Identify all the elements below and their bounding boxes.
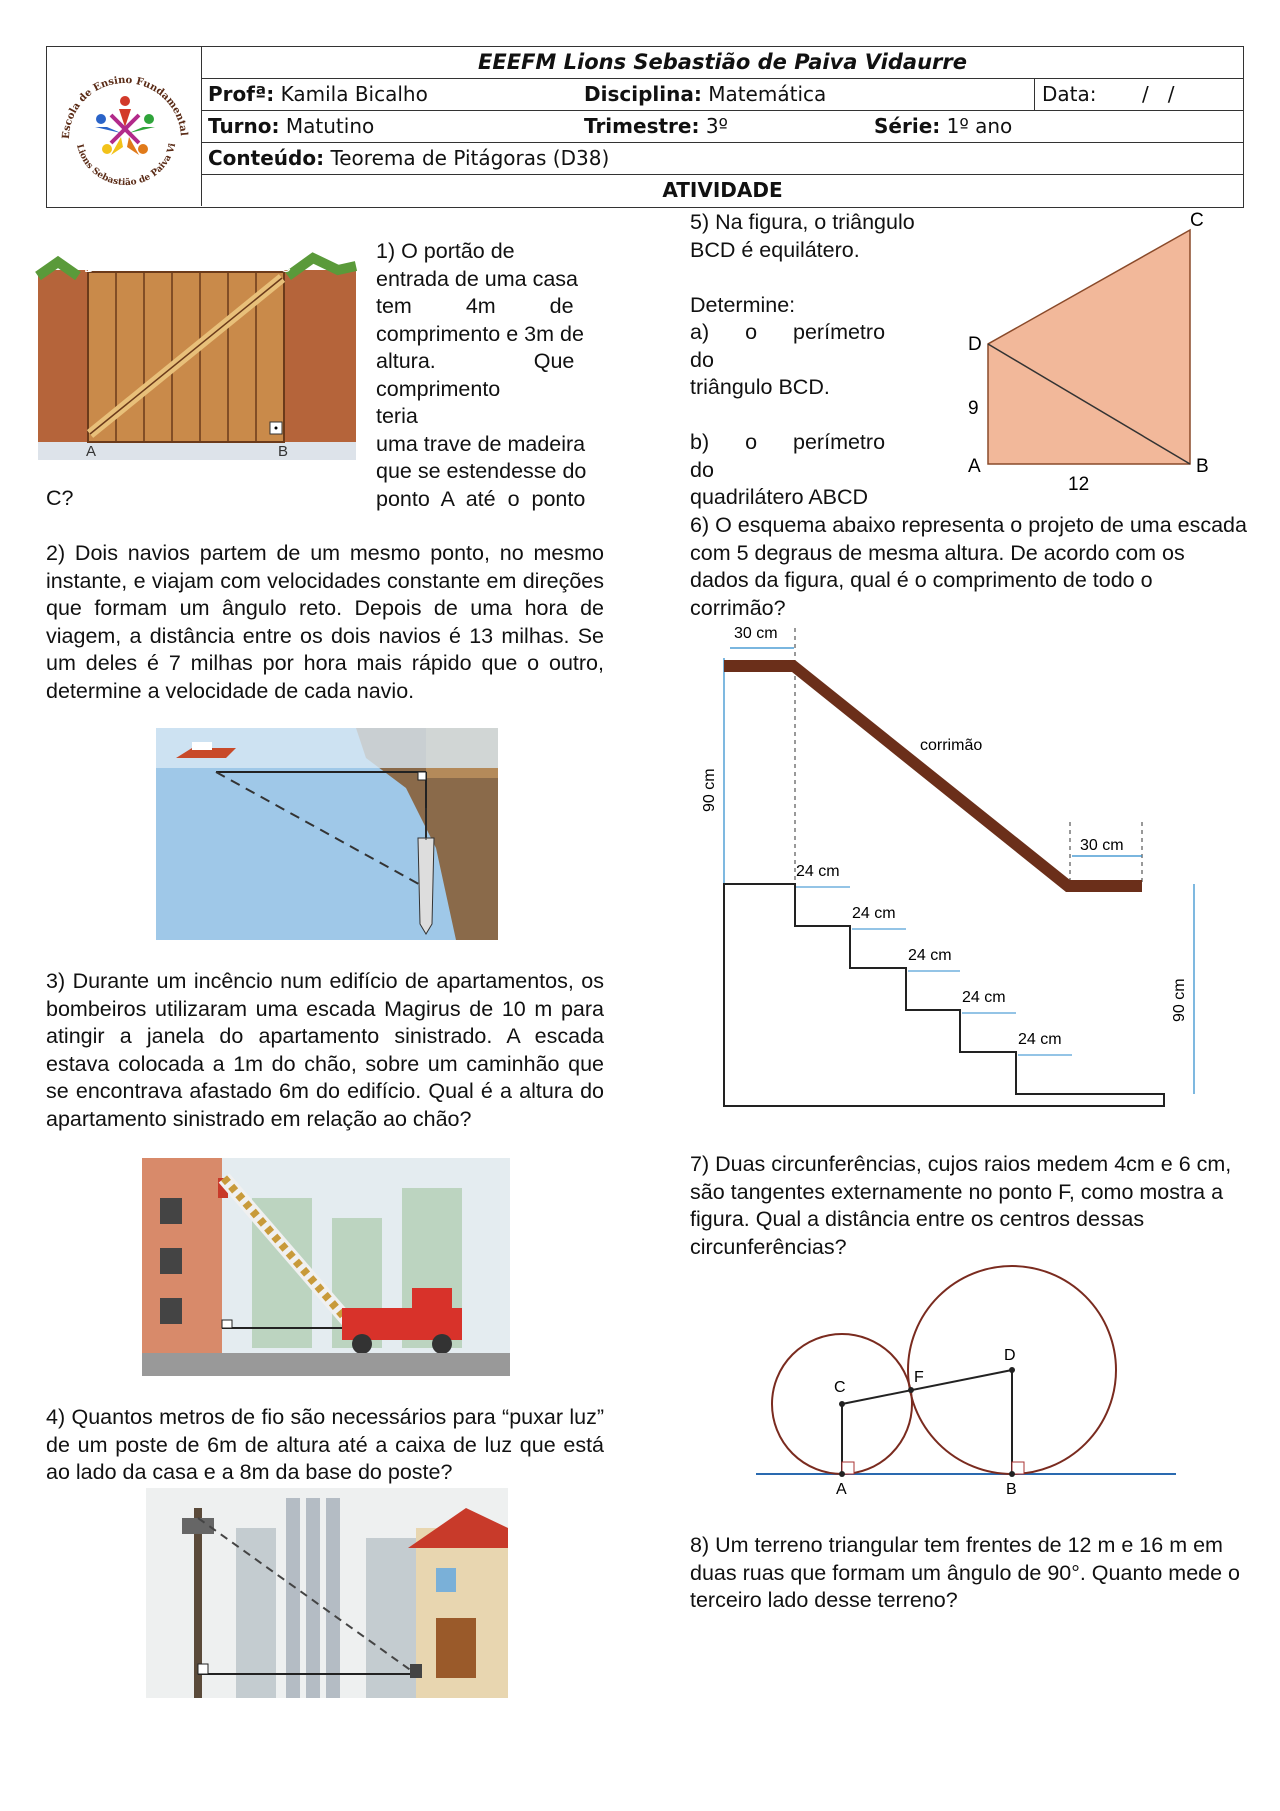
header-row-turno <box>202 111 1243 143</box>
step-width: 24 cm <box>796 863 840 880</box>
logo-ring-top-text: Escola de Ensino Fundamental <box>60 74 189 140</box>
q2-text: 2) Dois navios partem de um mesmo ponto, no mesmo instante, e viajam com velocidades constante em direções que formam um ângulo reto. Depois de uma hora de viagem, a distância entre os dois navios é 13 milhas. Se um deles é 7 milhas por hora mais rápido que o outro, determine a velocidade de cada navio. <box>46 541 604 703</box>
circle-label-c: C <box>834 1379 846 1396</box>
q5-b-line2: quadrilátero ABCD <box>690 485 869 509</box>
data-value: / / <box>1142 82 1175 106</box>
q5-determine: Determine: <box>690 292 796 317</box>
q1-line: comprimento e 3m de <box>376 321 584 346</box>
conteudo-value: Teorema de Pitágoras (D38) <box>330 146 610 170</box>
header-row-conteudo <box>202 143 1243 175</box>
trap-label-d: D <box>968 334 982 355</box>
q1-tail: C? <box>46 486 74 510</box>
gate-label-d: D <box>84 259 95 276</box>
circle-label-f: F <box>914 1369 924 1386</box>
q5-a-line1: a) o perímetro do <box>690 320 886 372</box>
step-width: 24 cm <box>852 905 896 922</box>
step-width: 24 cm <box>908 947 952 964</box>
header-table <box>46 46 1244 208</box>
step-width: 24 cm <box>1018 1031 1062 1048</box>
q5-b-line1: b) o perímetro do <box>690 430 886 482</box>
logo-ring-bottom-text: Lions Sebastião de Paiva Vi <box>73 142 179 189</box>
q6-text: 6) O esquema abaixo representa o projeto de uma escada com 5 degraus de mesma altura. De acordo com os dados da figura, qual é o comprimento de todo o corrimão? <box>690 513 1247 620</box>
gate-label-a: A <box>86 443 97 460</box>
circle-label-b: B <box>1006 1481 1017 1498</box>
firetruck-figure <box>142 1158 510 1381</box>
prof-value: Kamila Bicalho <box>280 82 428 106</box>
gate-label-c: C <box>280 259 291 276</box>
q1-line: altura. Que <box>376 349 575 373</box>
q1-line: comprimento teria <box>376 376 501 428</box>
stair-bottom-width: 30 cm <box>1080 837 1124 854</box>
atividade-title: ATIVIDADE <box>662 178 783 202</box>
logo-emblem-icon <box>47 47 202 206</box>
q1-line: ponto A até o ponto <box>376 486 586 511</box>
header-row-prof <box>202 79 1243 111</box>
q1-text <box>376 238 604 513</box>
trimestre-label: Trimestre: <box>584 114 700 138</box>
q1-line: 1) O portão de <box>376 239 515 263</box>
q5-a-line2: triângulo BCD. <box>690 375 830 399</box>
trap-side-9: 9 <box>968 398 979 419</box>
trap-label-b: B <box>1196 456 1209 477</box>
trap-label-c: C <box>1190 210 1204 231</box>
svg-text:Escola de Ensino Fundamental e <box>47 47 189 140</box>
circle-label-d: D <box>1004 1347 1016 1364</box>
ships-figure <box>156 728 498 945</box>
school-logo <box>47 47 202 206</box>
q8-text: 8) Um terreno triangular tem frentes de 12 m e 16 m em duas ruas que formam um ângulo de 90°. Quanto mede o terceiro lado desse terreno? <box>690 1533 1241 1612</box>
disciplina-value: Matemática <box>708 82 827 106</box>
serie-value: 1º ano <box>946 114 1013 138</box>
q1-line: entrada de uma casa <box>376 266 578 291</box>
step-width: 24 cm <box>962 989 1006 1006</box>
q5-line2: BCD é equilátero. <box>690 237 860 262</box>
serie-label: Série: <box>874 114 941 138</box>
circles-figure <box>756 1260 1176 1505</box>
gate-label-b: B <box>278 443 289 460</box>
gate-figure <box>38 242 356 465</box>
stair-height-left: 90 cm <box>701 768 718 812</box>
prof-label: Profª: <box>208 82 275 106</box>
stair-height-right: 90 cm <box>1171 978 1188 1022</box>
data-label: Data: <box>1042 82 1097 106</box>
turno-label: Turno: <box>208 114 280 138</box>
staircase-figure <box>700 622 1188 1123</box>
q4-text: 4) Quantos metros de fio são necessários para “puxar luz” de um poste de 6m de altura até a caixa de luz que está ao lado da casa e a 8m da base do poste? <box>46 1405 604 1484</box>
stair-handrail-label: corrimão <box>920 737 983 754</box>
turno-value: Matutino <box>285 114 375 138</box>
trimestre-value: 3º <box>705 114 728 138</box>
circle-label-a: A <box>836 1481 847 1498</box>
disciplina-label: Disciplina: <box>584 82 702 106</box>
q5-text <box>690 209 936 512</box>
q1-line: tem 4m de <box>376 294 574 318</box>
school-name: EEEFM Lions Sebastião de Paiva Vidaurre <box>202 47 1243 79</box>
q1-line: uma trave de madeira <box>376 431 586 456</box>
trap-label-a: A <box>968 456 981 477</box>
q1-line: que se estendesse do <box>376 459 587 483</box>
q5-line1: 5) Na figura, o triângulo <box>690 210 915 234</box>
trapezoid-figure <box>960 208 1220 505</box>
pole-figure <box>146 1488 508 1703</box>
conteudo-label: Conteúdo: <box>208 146 325 170</box>
trap-side-12: 12 <box>1068 474 1090 495</box>
stair-top-width: 30 cm <box>734 625 778 642</box>
q7-text: 7) Duas circunferências, cujos raios medem 4cm e 6 cm, são tangentes externamente no ponto F, como mostra a figura. Qual a distância entre os centros dessas circunferências? <box>690 1152 1232 1259</box>
q3-text: 3) Durante um incêncio num edifício de apartamentos, os bombeiros utilizaram uma escada Magirus de 10 m para atingir a janela do apartamento sinistrado. A escada estava colocada a 1m do chão, sobre um caminhão que se encontrava afastado 6m do edifício. Qual é a altura do apartamento sinistrado em relação ao chão? <box>46 969 604 1131</box>
